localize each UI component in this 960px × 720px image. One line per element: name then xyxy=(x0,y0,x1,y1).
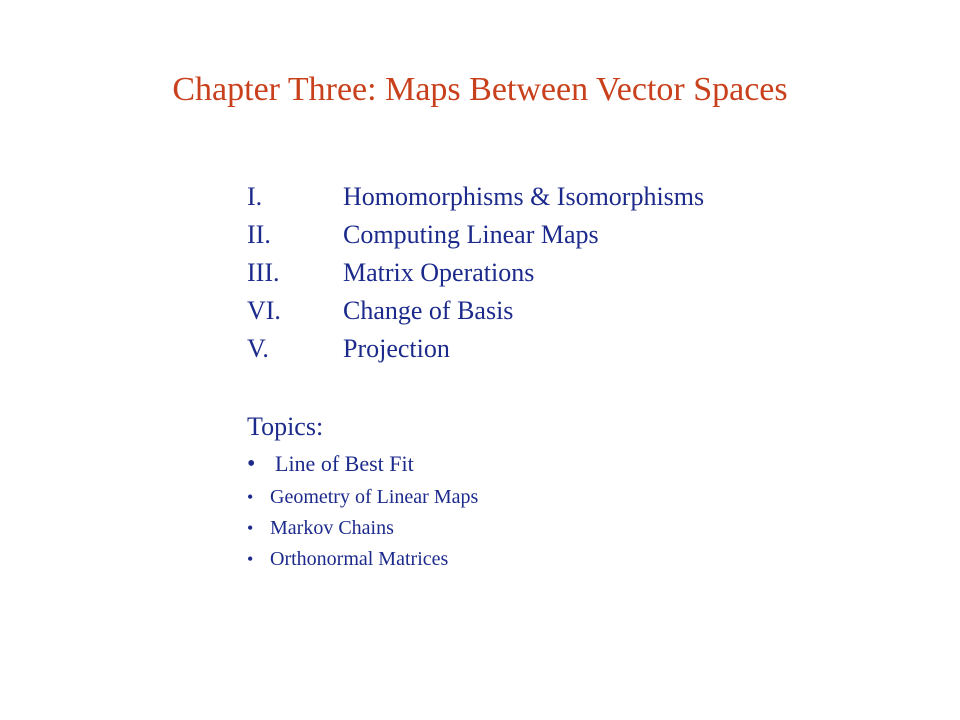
section-number: V. xyxy=(247,334,269,363)
bullet-icon: • xyxy=(247,549,254,569)
topic-label: Geometry of Linear Maps xyxy=(270,486,479,508)
topic-item xyxy=(247,446,907,482)
section-item-4 xyxy=(247,292,907,330)
section-label: Homomorphisms & Isomorphisms xyxy=(343,182,705,211)
section-label: Matrix Operations xyxy=(343,258,535,287)
section-item-2 xyxy=(247,216,907,254)
section-label: Computing Linear Maps xyxy=(343,220,599,249)
section-item-1 xyxy=(247,178,907,216)
topic-label: Orthonormal Matrices xyxy=(270,548,449,570)
page-title: Chapter Three: Maps Between Vector Spaces xyxy=(172,71,788,108)
topic-item xyxy=(247,544,907,575)
section-label: Change of Basis xyxy=(343,296,514,325)
topics-section xyxy=(247,408,907,575)
section-label: Projection xyxy=(343,334,450,363)
bullet-icon: • xyxy=(247,487,254,507)
section-number: II. xyxy=(247,220,271,249)
topic-label: Line of Best Fit xyxy=(275,451,414,476)
bullet-icon: • xyxy=(247,518,254,538)
topics-heading: Topics: xyxy=(247,412,324,441)
section-number: I. xyxy=(247,182,263,211)
section-item-5 xyxy=(247,330,907,368)
section-list xyxy=(247,178,907,368)
section-number: III. xyxy=(247,258,280,287)
section-number: VI. xyxy=(247,296,281,325)
topic-item xyxy=(247,513,907,544)
bullet-icon: • xyxy=(247,451,256,477)
topic-label: Markov Chains xyxy=(270,517,394,539)
section-item-3 xyxy=(247,254,907,292)
topic-item xyxy=(247,482,907,513)
